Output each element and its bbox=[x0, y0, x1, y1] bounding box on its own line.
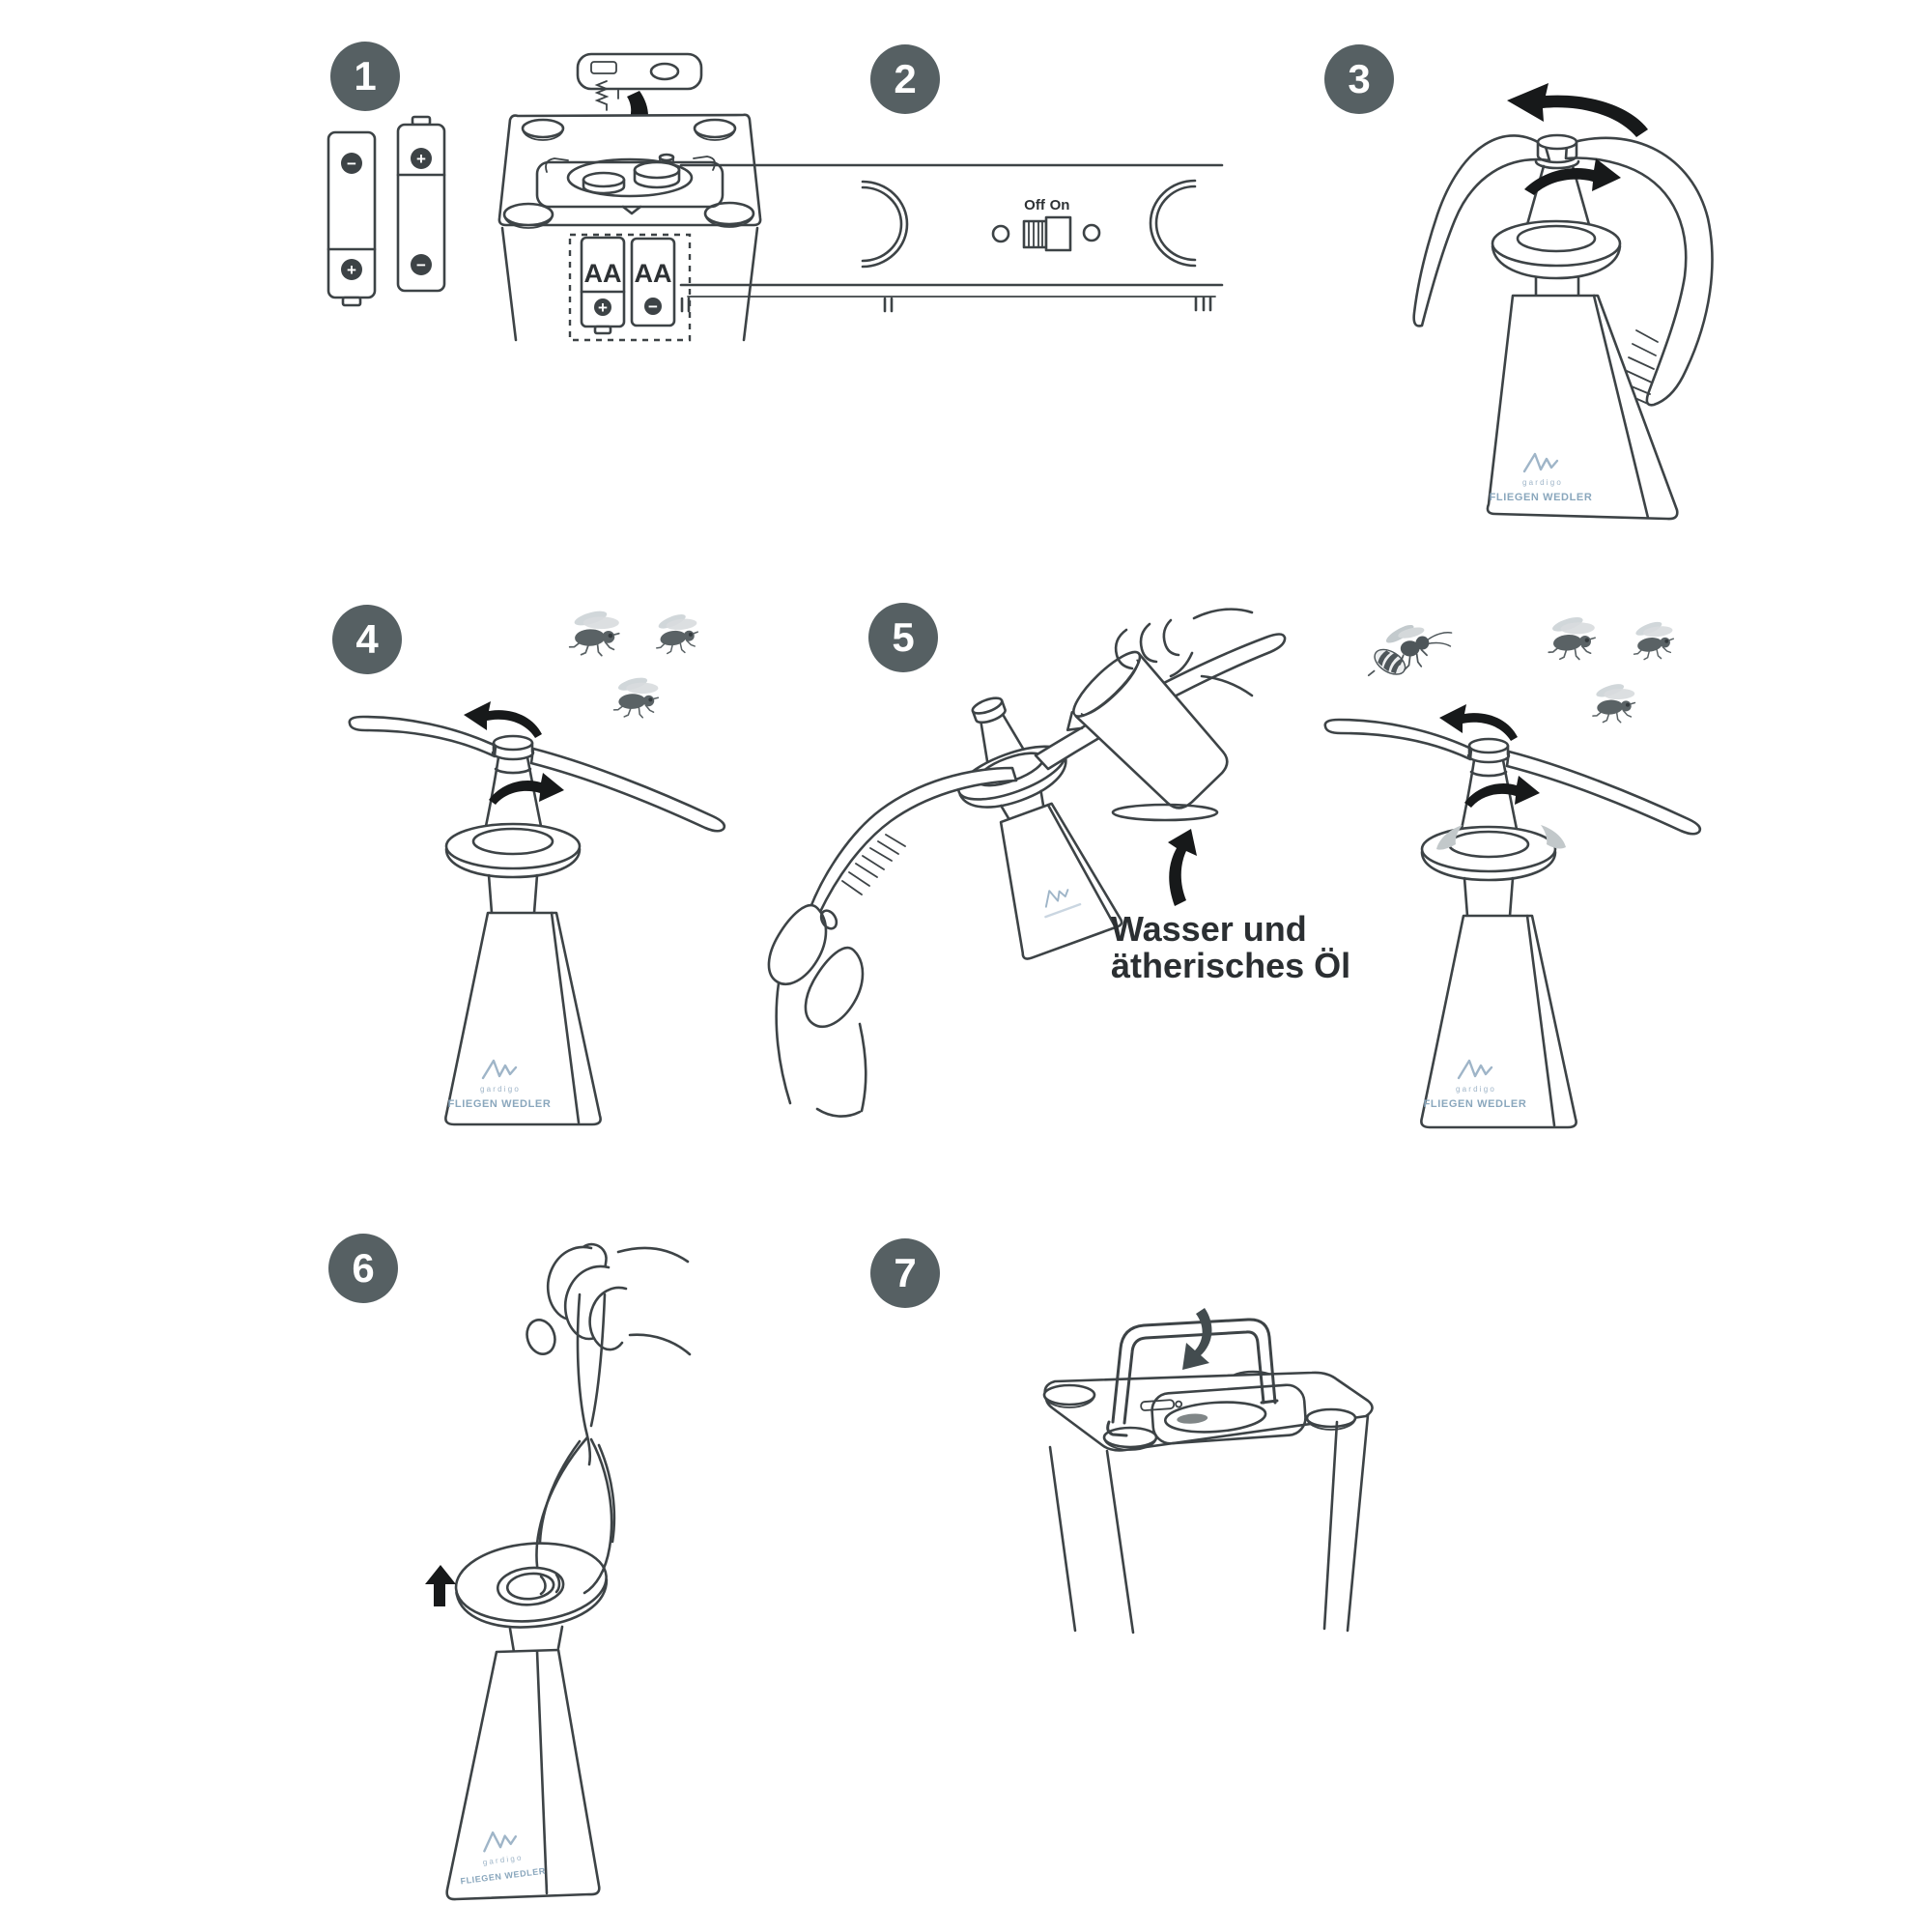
minus-icon: − bbox=[648, 298, 658, 316]
battery-size-label: AA bbox=[583, 259, 622, 288]
step-badge-7: 7 bbox=[870, 1238, 940, 1308]
device-feet-lines bbox=[682, 298, 1210, 311]
device-body-lines bbox=[1050, 1415, 1368, 1633]
step-badge-2: 2 bbox=[870, 44, 940, 114]
flip-arrow-icon bbox=[1182, 1308, 1211, 1370]
battery-compartment-icon bbox=[570, 235, 690, 340]
brand-name-label: gardigo bbox=[479, 1085, 522, 1094]
battery-size-label: AA bbox=[634, 259, 672, 288]
step5-illustration bbox=[676, 580, 1351, 1121]
product-name-label: FLIEGEN WEDLER bbox=[1423, 1098, 1527, 1110]
product-name-label: FLIEGEN WEDLER bbox=[459, 1865, 547, 1887]
product-name-label: FLIEGEN WEDLER bbox=[447, 1098, 552, 1110]
battery-icon bbox=[398, 117, 444, 291]
plus-icon: + bbox=[598, 298, 608, 317]
fly-fan-device-icon bbox=[1414, 135, 1713, 519]
rotation-arrow-icon bbox=[1507, 83, 1648, 137]
plus-icon: + bbox=[347, 261, 356, 279]
step-badge-1: 1 bbox=[330, 42, 400, 111]
minus-icon: − bbox=[416, 256, 426, 274]
brand-name-label: gardigo bbox=[482, 1853, 525, 1867]
switch-on-label: On bbox=[1049, 197, 1070, 213]
switch-knob bbox=[1046, 217, 1070, 250]
fill-caption-line2: ätherisches Öl bbox=[1111, 946, 1351, 985]
step4-illustration bbox=[270, 580, 744, 1140]
fill-arrow-icon bbox=[1168, 829, 1197, 906]
lift-arrow-icon bbox=[425, 1565, 456, 1606]
product-name-label: FLIEGEN WEDLER bbox=[1489, 492, 1593, 503]
speaker-cutout-icon bbox=[1151, 181, 1195, 266]
brand-name-label: gardigo bbox=[1455, 1085, 1497, 1094]
step-badge-6: 6 bbox=[328, 1234, 398, 1303]
step3-illustration bbox=[1352, 82, 1758, 546]
screw-icon bbox=[993, 226, 1009, 242]
liquid-level-line bbox=[1113, 805, 1217, 820]
hand-icon bbox=[769, 905, 866, 1116]
repelling-result-illustration bbox=[1333, 580, 1758, 1140]
fill-caption-line1: Wasser und bbox=[1111, 909, 1307, 949]
battery-icon bbox=[328, 132, 375, 305]
step-badge-3: 3 bbox=[1324, 44, 1394, 114]
step-badge-4: 4 bbox=[332, 605, 402, 674]
step6-illustration bbox=[280, 1236, 705, 1922]
step2-illustration bbox=[676, 155, 1227, 324]
minus-icon: − bbox=[347, 155, 356, 173]
screw-icon bbox=[1084, 225, 1099, 241]
speaker-cutout-icon bbox=[863, 182, 907, 267]
switch-off-label: Off bbox=[1024, 197, 1045, 213]
plus-icon: + bbox=[416, 150, 426, 168]
step-badge-5: 5 bbox=[868, 603, 938, 672]
power-switch bbox=[1024, 217, 1070, 250]
brand-name-label: gardigo bbox=[1521, 478, 1564, 487]
step7-illustration bbox=[995, 1285, 1420, 1797]
